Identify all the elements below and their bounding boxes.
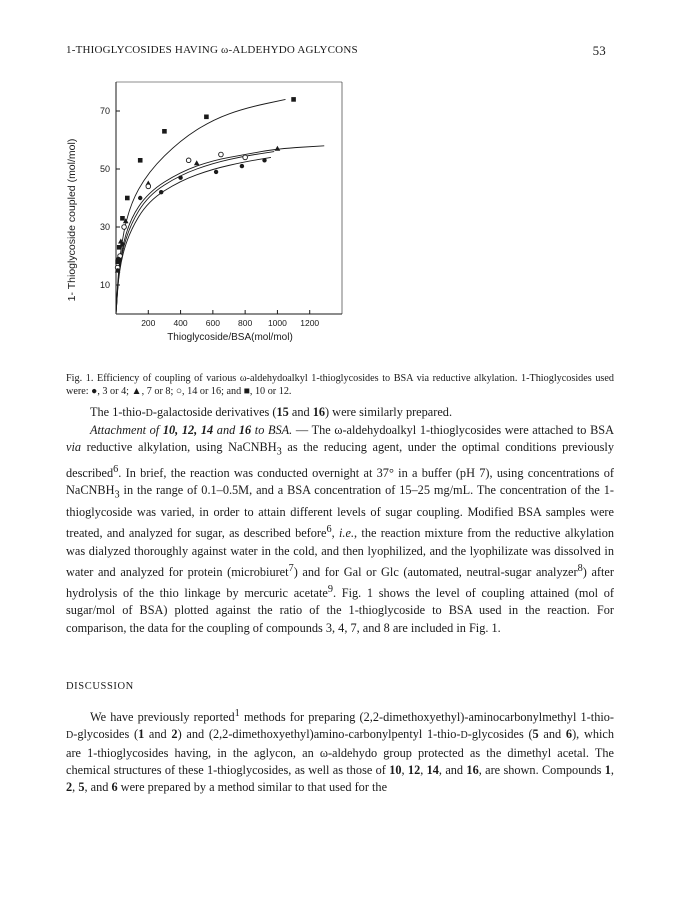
text-run: ) after hydrolysis of the thio linkage by mercuric acetate	[66, 564, 614, 601]
text-run: -glycosides (	[467, 727, 533, 742]
data-point-circle	[138, 196, 142, 200]
compound-ref: 16	[466, 762, 479, 777]
text-run: and	[538, 727, 566, 742]
paragraph-discussion	[66, 705, 614, 796]
compound-ref: 14	[426, 762, 439, 777]
chart-curves	[116, 99, 324, 314]
compound-ref: 6	[565, 727, 573, 742]
data-point-circle	[115, 268, 119, 272]
subscript: 3	[114, 489, 120, 501]
text-run: reductive alkylation, using NaCNBH	[81, 440, 277, 455]
figure-caption	[66, 372, 614, 398]
text-run: ) and for Gal or Glc (automated, neutral-sugar analyzer	[293, 564, 578, 579]
compound-ref: 1	[604, 762, 611, 777]
y-tick-label: 50	[99, 164, 110, 174]
reference-mark: 1	[234, 708, 240, 719]
text-run: . Fig. 1 shows the level of coupling attained (mol of sugar/mol of BSA) plotted against the ratio of the 1-thioglycoside to BSA used in the reaction. For comparison, the data for the coupling of compounds 3, 4, 7, and 8 are included in Fig. 1.	[66, 586, 614, 635]
text-run: ), which are 1-thioglycosides having, in the aglycon, an ω-aldehydo group protected as the dimethyl acetal. The chemical structures of these 1-thioglycosides, as well as those of	[66, 727, 615, 777]
compound-ref: 10	[389, 762, 402, 777]
chart-points	[115, 97, 296, 273]
reference-mark: 7	[288, 562, 294, 574]
text-run: ,	[72, 779, 79, 794]
text-run: , and	[438, 762, 467, 777]
paragraph-1	[66, 404, 614, 637]
data-point-open-circle	[219, 152, 224, 157]
caption-text: Efficiency of coupling of various ω-aldehydoalkyl 1-thioglycosides to BSA via reductive alkylation. 1-Thioglycosides used were: ●, 3 or 4; ▲, 7 or 8; ○, 14 or 16; and ■, 10 or 12.	[66, 373, 615, 397]
data-point-circle	[178, 176, 182, 180]
data-point-square	[162, 129, 167, 134]
figure-1	[60, 60, 360, 347]
text-run: were prepared by a method similar to that used for the	[117, 779, 388, 794]
data-point-circle	[262, 158, 266, 162]
data-point-circle	[120, 242, 124, 246]
subscript: 3	[276, 446, 282, 458]
data-point-open-circle	[243, 155, 248, 160]
y-tick-label: 70	[99, 106, 110, 116]
data-point-square	[120, 216, 125, 221]
data-point-triangle	[275, 146, 281, 151]
x-tick-label: 1200	[300, 318, 320, 328]
section-heading-discussion: DISCUSSION	[66, 681, 134, 692]
reference-mark: 6	[113, 464, 119, 476]
data-point-square	[125, 196, 130, 201]
fitted-curve-triangle	[116, 146, 324, 314]
text-run: ,	[610, 762, 614, 777]
data-point-square	[204, 115, 209, 120]
compound-ref: 6	[111, 779, 118, 794]
compound-ref: 16	[312, 405, 326, 419]
text-run: methods for preparing (2,2-dimethoxyethyl)-aminocarbonylmethyl 1-thio-	[239, 710, 615, 725]
compound-ref: 12	[407, 762, 421, 777]
x-tick-label: 400	[173, 318, 188, 328]
x-tick-label: 800	[238, 318, 253, 328]
x-tick-label: 600	[205, 318, 220, 328]
text-run: The 1-thio-	[90, 405, 146, 419]
compound-ref: 5	[78, 779, 85, 794]
x-tick-label: 200	[141, 318, 156, 328]
fitted-curve-open-circle	[116, 152, 274, 314]
text-run: and	[288, 405, 313, 419]
text-run: ,	[331, 526, 339, 541]
text-run: -glycosides (	[73, 727, 139, 742]
text-run: We have previously reported	[90, 710, 235, 725]
compound-ref: 2	[66, 779, 73, 794]
text-run: D	[460, 730, 468, 742]
text-run: ,	[420, 762, 427, 777]
data-point-circle	[214, 170, 218, 174]
text-run: — The ω-aldehydoalkyl 1-thioglycosides were attached to BSA	[292, 423, 615, 438]
page-number: 53	[592, 43, 606, 58]
compound-ref: 2	[171, 727, 178, 742]
text-run: , the reaction mixture from the reductive alkylation was dialyzed thoroughly against water in the cold, and then lyophilized, and the lyophilizate was dissolved in water and analyzed for protein (microbiuret	[66, 526, 615, 579]
data-point-circle	[240, 164, 244, 168]
y-axis-label: 1- Thioglycoside coupled (mol/mol)	[66, 138, 78, 302]
text-run: i.e.	[339, 526, 355, 541]
text-run: in the range of 0.1–0.5M, and a BSA concentration of 15–25 mg/mL. The concentration of the 1-thioglycoside was varied, in order to attain different levels of sugar coupling. Modified BSA samples were treated, and analyzed for sugar, as described before	[66, 483, 614, 541]
data-point-open-circle	[146, 184, 151, 189]
compound-ref: 1	[138, 727, 145, 742]
text-run: D	[145, 408, 153, 419]
x-axis-label: Thioglycoside/BSA(mol/mol)	[167, 332, 293, 342]
reference-mark: 9	[327, 584, 333, 596]
text-run: -galactoside derivatives (	[152, 405, 277, 419]
data-point-square	[138, 158, 143, 163]
data-point-circle	[116, 257, 120, 261]
x-tick-label: 1000	[267, 318, 287, 328]
caption-label: Fig. 1.	[66, 373, 94, 384]
data-point-open-circle	[122, 225, 127, 230]
text-run: , and	[84, 779, 112, 794]
coupling-chart	[60, 60, 360, 342]
data-point-open-circle	[186, 158, 191, 163]
y-tick-label: 10	[99, 280, 110, 290]
text-run: ,	[401, 762, 408, 777]
reference-mark: 8	[577, 562, 583, 574]
running-title: 1-THIOGLYCOSIDES HAVING ω-ALDEHYDO AGLYCONS	[66, 44, 358, 56]
text-run: as the reducing agent, under the optimal conditions previously described	[66, 440, 614, 481]
data-point-triangle	[194, 160, 200, 165]
text-run: and	[144, 727, 172, 742]
text-run: ) were similarly prepared.	[325, 405, 453, 419]
text-run: . In brief, the reaction was conducted overnight at 37° in a buffer (pH 7), using concentrations of NaCNBH	[66, 466, 614, 498]
text-run: , are shown. Compounds	[478, 762, 605, 777]
compound-ref: 5	[532, 727, 539, 742]
compound-ref: 15	[276, 405, 289, 419]
text-run: ) and (2,2-dimethoxyethyl)amino-carbonylpentyl 1-thio-	[177, 727, 461, 742]
text-run: D	[66, 730, 74, 742]
reference-mark: 6	[326, 524, 332, 536]
text-run: via	[66, 440, 82, 455]
data-point-circle	[159, 190, 163, 194]
chart-axes	[100, 82, 342, 328]
y-tick-label: 30	[99, 222, 110, 232]
data-point-square	[291, 97, 296, 102]
fitted-curve-circle	[116, 157, 271, 314]
subsection-heading: Attachment of 10, 12, 14 and 16 to BSA.	[90, 423, 293, 438]
